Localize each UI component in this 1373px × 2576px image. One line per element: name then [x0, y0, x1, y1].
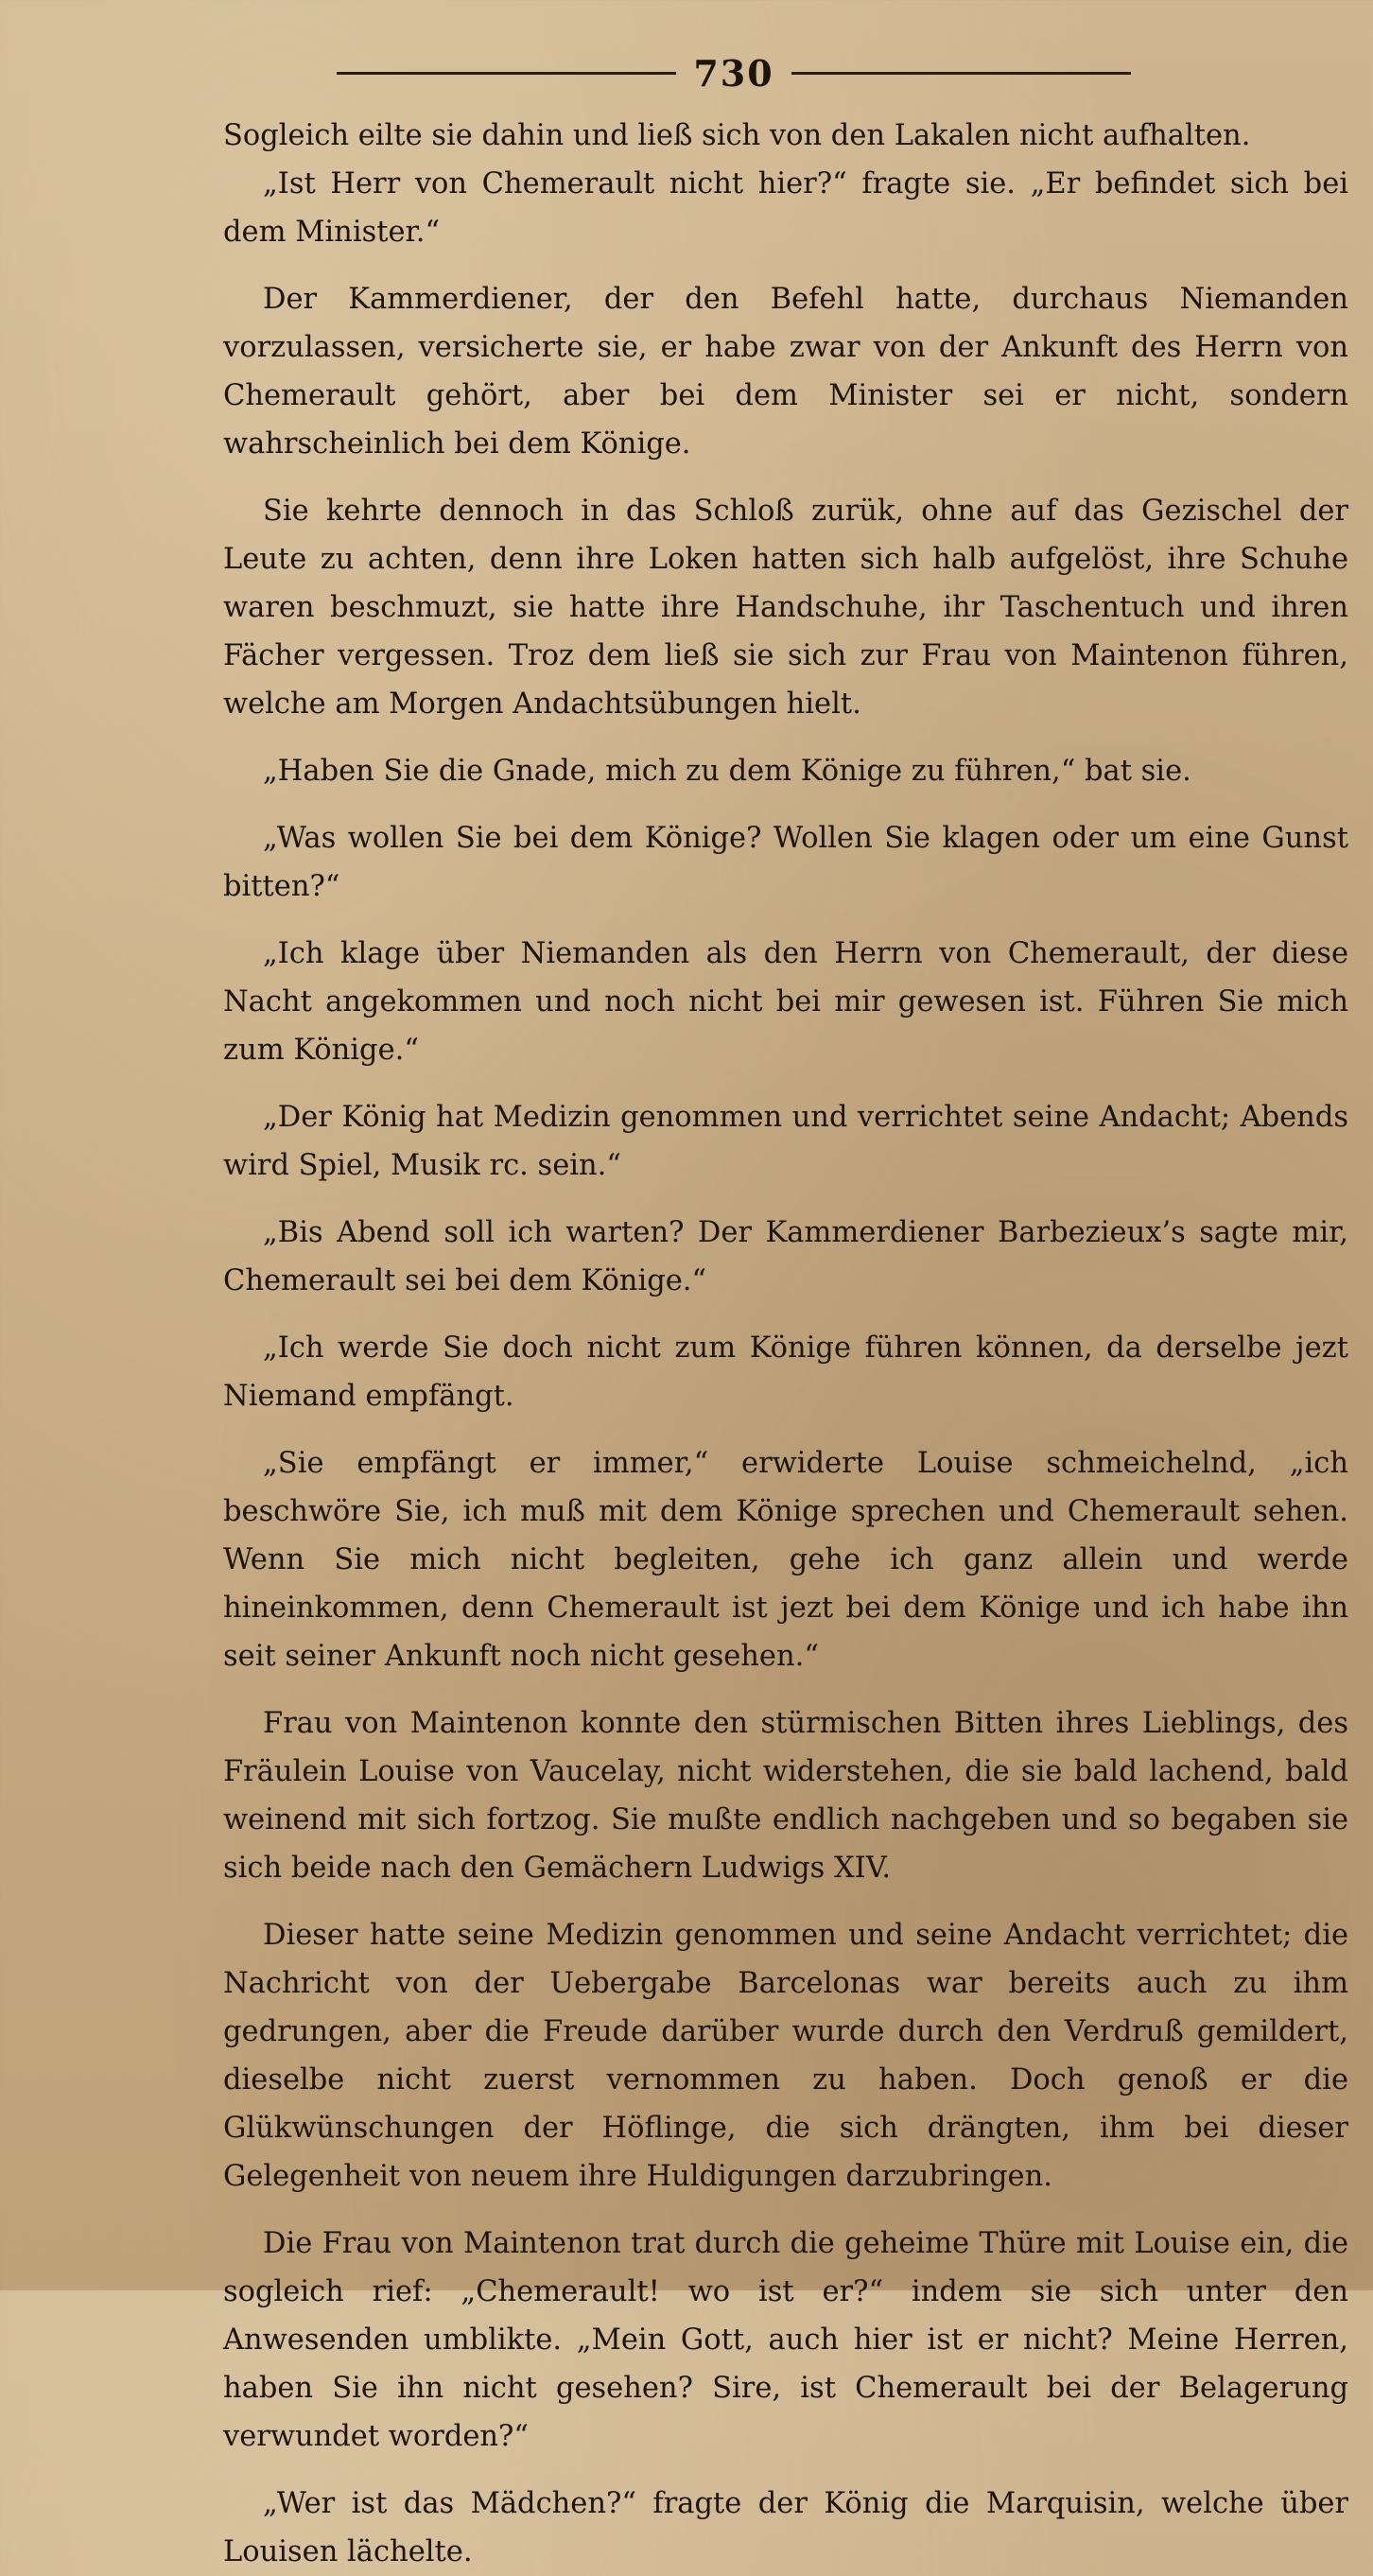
header-rule-right — [791, 72, 1131, 75]
paragraph: „Ich werde Sie doch nicht zum Könige führen können, da derselbe jezt Niemand empfängt. — [223, 1332, 1348, 1413]
paragraph: Die Frau von Maintenon trat durch die geheime Thüre mit Louise ein, die sogleich rief: „Chemerault! wo ist er?“ indem sie sich unter den Anwesenden umblikte. „Mein Gott, auch hier ist er nicht? Meine Herren, haben Sie ihn nicht gesehen? Sire, ist Chemerault bei der Belagerung verwundet worden?“ — [223, 2227, 1348, 2453]
header-rule-left — [337, 72, 676, 75]
page-header — [337, 40, 1131, 106]
paragraph: Sogleich eilte sie dahin und ließ sich von den Lakalen nicht aufhalten. — [223, 119, 1251, 152]
book-page — [223, 40, 1348, 2568]
paragraph: „Ist Herr von Chemerault nicht hier?“ fragte sie. „Er befindet sich bei dem Minister.“ — [223, 167, 1348, 249]
paragraph: „Haben Sie die Gnade, mich zu dem Könige zu führen,“ bat sie. — [263, 755, 1191, 788]
page-number: 730 — [693, 51, 774, 95]
paragraph: „Bis Abend soll ich warten? Der Kammerdiener Barbezieux’s sagte mir, Chemerault sei bei dem Könige.“ — [223, 1216, 1348, 1297]
paragraph: Dieser hatte seine Medizin genommen und seine Andacht verrichtet; die Nachricht von der Uebergabe Barcelonas war bereits auch zu ihm gedrungen, aber die Freude darüber wurde durch den Verdruß gemildert, dieselbe nicht zuerst vernommen zu haben. Doch genoß er die Glükwünschungen der Höflinge, die sich drängten, ihm bei dieser Gelegenheit von neuem ihre Huldigungen darzubringen. — [223, 1919, 1348, 2193]
paragraph: „Was wollen Sie bei dem Könige? Wollen Sie klagen oder um eine Gunst bitten?“ — [223, 822, 1348, 903]
paragraph: „Der König hat Medizin genommen und verrichtet seine Andacht; Abends wird Spiel, Musik rc. sein.“ — [223, 1101, 1348, 1182]
paragraph: „Ich klage über Niemanden als den Herrn von Chemerault, der diese Nacht angekommen und noch nicht bei mir gewesen ist. Führen Sie mich zum Könige.“ — [223, 937, 1348, 1067]
paragraph: Der Kammerdiener, der den Befehl hatte, durchaus Niemanden vorzulassen, versicherte sie, er habe zwar von der Ankunft des Herrn von Chemerault gehört, aber bei dem Minister sei er nicht, sondern wahrscheinlich bei dem Könige. — [223, 283, 1348, 461]
paragraph: „Wer ist das Mädchen?“ fragte der König die Marquisin, welche über Louisen lächelte. — [223, 2487, 1348, 2568]
body-text — [223, 112, 1348, 2576]
paragraph: „Sie empfängt er immer,“ erwiderte Louise schmeichelnd, „ich beschwöre Sie, ich muß mit dem Könige sprechen und Chemerault sehen. Wenn Sie mich nicht begleiten, gehe ich ganz allein und werde hineinkommen, denn Chemerault ist jezt bei dem Könige und ich habe ihn seit seiner Ankunft noch nicht gesehen.“ — [223, 1447, 1348, 1673]
paragraph: Sie kehrte dennoch in das Schloß zurük, ohne auf das Gezischel der Leute zu achten, denn ihre Loken hatten sich halb aufgelöst, ihre Schuhe waren beschmuzt, sie hatte ihre Handschuhe, ihr Taschentuch und ihren Fächer vergessen. Troz dem ließ sie sich zur Frau von Maintenon führen, welche am Morgen Andachtsübungen hielt. — [223, 495, 1348, 721]
paragraph: Frau von Maintenon konnte den stürmischen Bitten ihres Lieblings, des Fräulein Louise von Vaucelay, nicht widerstehen, die sie bald lachend, bald weinend mit sich fortzog. Sie mußte endlich nachgeben und so begaben sie sich beide nach den Gemächern Ludwigs XIV. — [223, 1707, 1348, 1885]
